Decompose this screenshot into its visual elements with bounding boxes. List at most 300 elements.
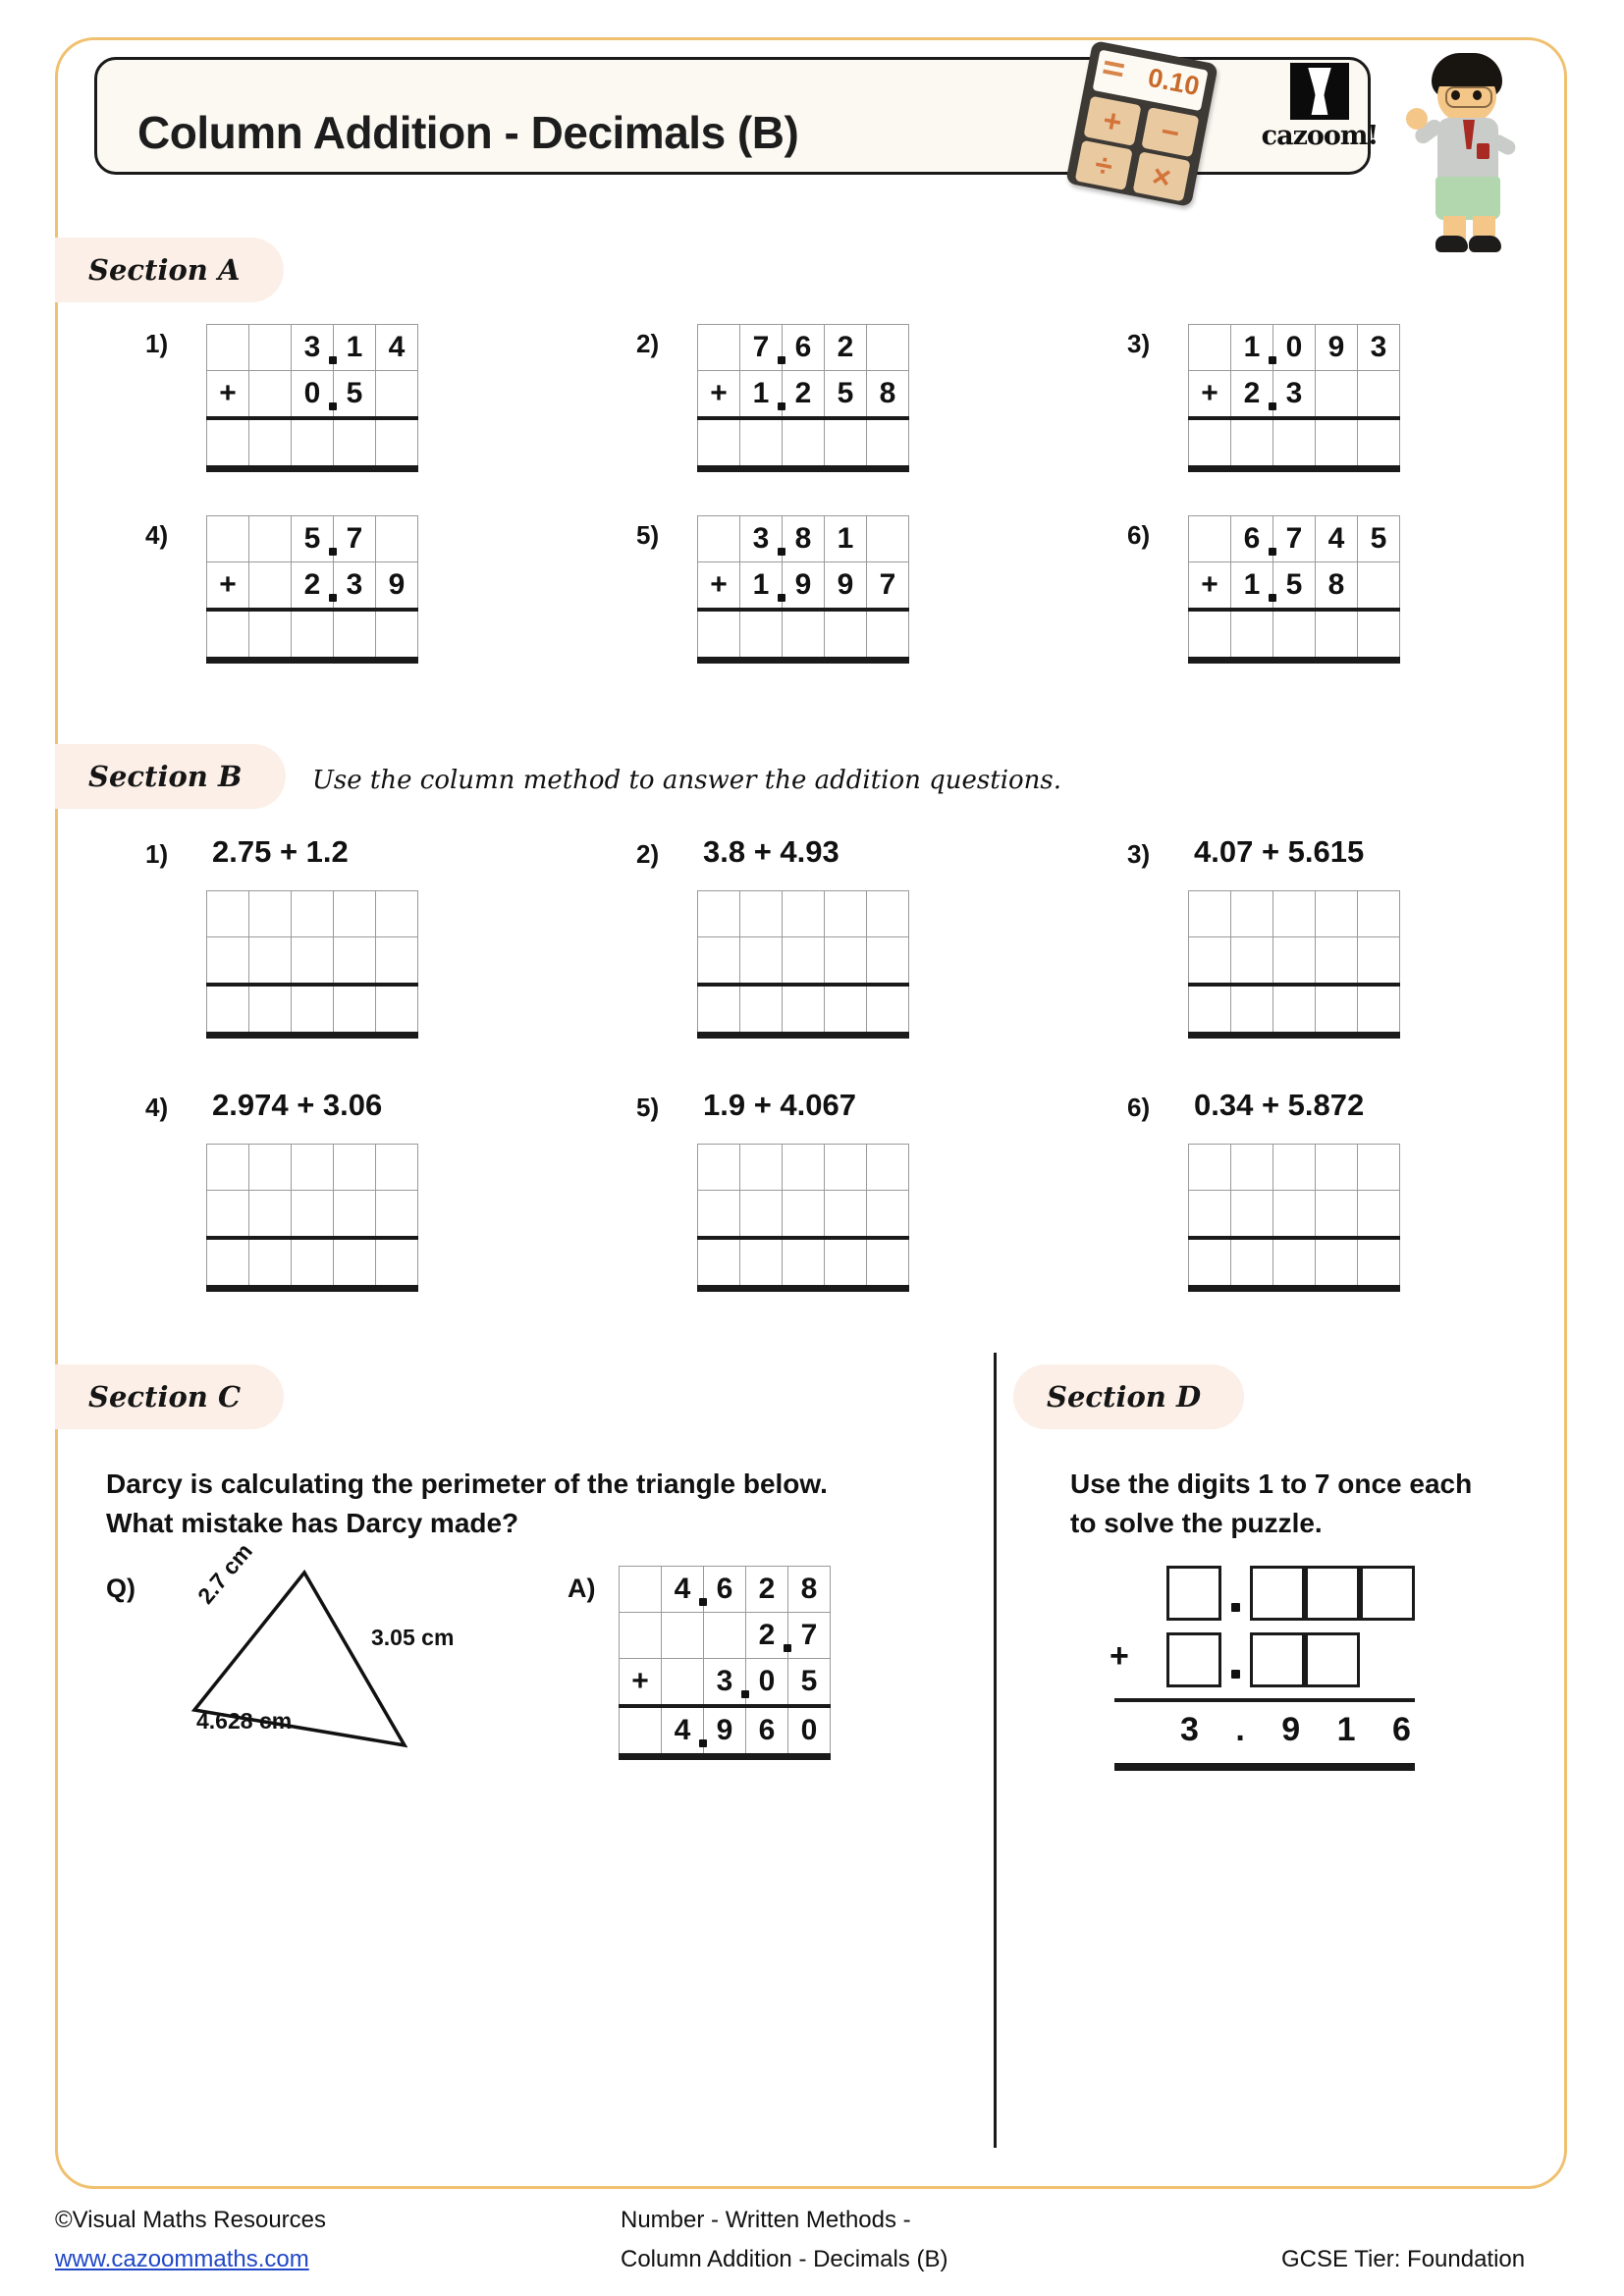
answer-cell bbox=[1189, 1238, 1231, 1289]
section-b-instruction: Use the column method to answer the addition questions. bbox=[312, 766, 1062, 795]
cell bbox=[740, 1191, 783, 1239]
answer-row bbox=[207, 610, 418, 661]
cell: 1 bbox=[1231, 325, 1273, 371]
table-row bbox=[1189, 371, 1400, 419]
section-c-a-label: A) bbox=[568, 1574, 596, 1603]
cell bbox=[207, 325, 249, 371]
cell: 6 bbox=[704, 1567, 746, 1613]
cell bbox=[334, 937, 376, 986]
cell: 7 bbox=[334, 516, 376, 562]
answer-cell bbox=[698, 610, 740, 661]
answer-cell bbox=[376, 610, 418, 661]
cell: 8 bbox=[783, 516, 825, 562]
cell bbox=[1189, 937, 1231, 986]
answer-cell bbox=[1189, 418, 1231, 469]
answer-cell bbox=[249, 1238, 292, 1289]
footer-copyright: ©Visual Maths Resources bbox=[55, 2207, 327, 2233]
cell: 0 bbox=[746, 1659, 788, 1707]
cell: 9 bbox=[376, 562, 418, 611]
cell bbox=[207, 937, 249, 986]
answer-cell bbox=[292, 1238, 334, 1289]
table-row bbox=[1189, 516, 1400, 562]
answer-cell bbox=[1189, 985, 1231, 1036]
answer-cell bbox=[740, 1238, 783, 1289]
question-number-a1: 1) bbox=[145, 329, 169, 358]
footer-topic-line1: Number - Written Methods - bbox=[621, 2207, 911, 2233]
puzzle-answer: 3 . 9 1 6 bbox=[1180, 1711, 1425, 1748]
cell bbox=[1189, 1191, 1231, 1239]
puzzle-box-r1c3[interactable] bbox=[1305, 1566, 1360, 1621]
answer-row bbox=[1189, 610, 1400, 661]
cell bbox=[1358, 1145, 1400, 1191]
table-row bbox=[1189, 891, 1400, 937]
footer bbox=[0, 2207, 1624, 2285]
cell bbox=[867, 1145, 909, 1191]
answer-cell bbox=[783, 610, 825, 661]
table-row bbox=[620, 1613, 831, 1659]
cell bbox=[376, 937, 418, 986]
table-row bbox=[698, 562, 909, 611]
table-row bbox=[1189, 1145, 1400, 1191]
cell bbox=[662, 1613, 704, 1659]
answer-cell bbox=[1231, 985, 1273, 1036]
cell bbox=[376, 1191, 418, 1239]
cell: 8 bbox=[1316, 562, 1358, 611]
cell bbox=[1358, 937, 1400, 986]
cell bbox=[249, 325, 292, 371]
cell bbox=[1316, 1191, 1358, 1239]
cell bbox=[783, 1145, 825, 1191]
cell bbox=[698, 1145, 740, 1191]
cell: 3 bbox=[292, 325, 334, 371]
cell bbox=[698, 891, 740, 937]
cell: 1 bbox=[740, 371, 783, 419]
question-expression-b2: 3.8 + 4.93 bbox=[703, 834, 839, 869]
question-number-b6: 6) bbox=[1127, 1093, 1151, 1122]
cell: 7 bbox=[740, 325, 783, 371]
question-expression-b4: 2.974 + 3.06 bbox=[212, 1088, 383, 1122]
section-c-q-label: Q) bbox=[106, 1574, 135, 1603]
cell bbox=[867, 891, 909, 937]
cell: 3 bbox=[740, 516, 783, 562]
question-expression-b6: 0.34 + 5.872 bbox=[1194, 1088, 1365, 1122]
cell bbox=[825, 1145, 867, 1191]
answer-cell bbox=[1189, 610, 1231, 661]
divide-key-icon: ÷ bbox=[1075, 140, 1133, 190]
cell bbox=[249, 1145, 292, 1191]
answer-cell bbox=[698, 1238, 740, 1289]
question-number-a4: 4) bbox=[145, 520, 169, 550]
cell bbox=[376, 1145, 418, 1191]
equals-icon bbox=[1105, 61, 1124, 69]
cell bbox=[334, 1191, 376, 1239]
answer-cell bbox=[249, 610, 292, 661]
cell bbox=[620, 1613, 662, 1659]
answer-row bbox=[207, 1238, 418, 1289]
decimal-point-icon-r1 bbox=[1231, 1603, 1240, 1612]
cell: + bbox=[698, 371, 740, 419]
cell: 6 bbox=[783, 325, 825, 371]
table-row bbox=[207, 891, 418, 937]
answer-cell bbox=[1316, 418, 1358, 469]
cell bbox=[867, 325, 909, 371]
calculator-display-value: 0.10 bbox=[1145, 62, 1203, 102]
question-number-b5: 5) bbox=[636, 1093, 660, 1122]
puzzle-plus-sign: + bbox=[1110, 1637, 1129, 1675]
cell: 2 bbox=[783, 371, 825, 419]
puzzle-sum-rule bbox=[1114, 1698, 1415, 1702]
cell bbox=[740, 937, 783, 986]
answer-cell bbox=[698, 418, 740, 469]
section-divider bbox=[994, 1353, 997, 2148]
question-number-b2: 2) bbox=[636, 839, 660, 869]
puzzle-box-r1c4[interactable] bbox=[1360, 1566, 1415, 1621]
cell bbox=[1316, 371, 1358, 419]
cell bbox=[740, 1145, 783, 1191]
footer-tier: GCSE Tier: Foundation bbox=[1281, 2246, 1526, 2272]
answer-cell bbox=[783, 985, 825, 1036]
cell: 5 bbox=[1273, 562, 1316, 611]
question-expression-b5: 1.9 + 4.067 bbox=[703, 1088, 856, 1122]
triangle-side-left-label: 2.7 cm bbox=[192, 1538, 257, 1609]
cell: + bbox=[1189, 371, 1231, 419]
answer-cell bbox=[1273, 610, 1316, 661]
cell: 2 bbox=[292, 562, 334, 611]
question-number-a5: 5) bbox=[636, 520, 660, 550]
answer-row bbox=[207, 985, 418, 1036]
cell bbox=[249, 1191, 292, 1239]
cell bbox=[825, 891, 867, 937]
column-grid-b2[interactable] bbox=[697, 890, 909, 1039]
answer-cell bbox=[740, 418, 783, 469]
answer-cell bbox=[620, 1706, 662, 1757]
section-c-heading bbox=[55, 1364, 284, 1429]
column-grid-a4[interactable] bbox=[206, 515, 418, 664]
column-grid-a3[interactable] bbox=[1188, 324, 1400, 472]
cell bbox=[1189, 891, 1231, 937]
cell: 3 bbox=[704, 1659, 746, 1707]
answer-cell bbox=[1273, 1238, 1316, 1289]
cell bbox=[249, 891, 292, 937]
cell bbox=[1189, 516, 1231, 562]
answer-row bbox=[1189, 418, 1400, 469]
answer-cell bbox=[1231, 1238, 1273, 1289]
cell: 5 bbox=[1358, 516, 1400, 562]
cell bbox=[249, 516, 292, 562]
section-d-prompt bbox=[1070, 1465, 1472, 1543]
answer-cell bbox=[376, 1238, 418, 1289]
cell: + bbox=[1189, 562, 1231, 611]
answer-cell bbox=[867, 418, 909, 469]
cell: 4 bbox=[376, 325, 418, 371]
table-row bbox=[207, 562, 418, 611]
answer-cell bbox=[1358, 418, 1400, 469]
section-a-heading bbox=[55, 238, 284, 302]
table-row bbox=[207, 1145, 418, 1191]
cell: 4 bbox=[662, 1567, 704, 1613]
answer-cell bbox=[207, 985, 249, 1036]
cell bbox=[867, 516, 909, 562]
cell bbox=[662, 1659, 704, 1707]
cell bbox=[376, 371, 418, 419]
puzzle-box-r2c3[interactable] bbox=[1305, 1632, 1360, 1687]
cell bbox=[249, 562, 292, 611]
cell: 1 bbox=[1231, 562, 1273, 611]
answer-row bbox=[1189, 1238, 1400, 1289]
answer-cell bbox=[825, 1238, 867, 1289]
table-row bbox=[698, 937, 909, 986]
cell bbox=[698, 1191, 740, 1239]
cell: 7 bbox=[1273, 516, 1316, 562]
answer-cell bbox=[334, 610, 376, 661]
section-c-prompt bbox=[106, 1465, 828, 1543]
cell: 2 bbox=[1231, 371, 1273, 419]
triangle-side-right-label: 3.05 cm bbox=[371, 1625, 455, 1650]
cell bbox=[376, 891, 418, 937]
answer-cell: 0 bbox=[788, 1706, 831, 1757]
table-row bbox=[698, 516, 909, 562]
footer-website-link[interactable]: www.cazoommaths.com bbox=[55, 2246, 309, 2272]
answer-cell bbox=[867, 985, 909, 1036]
puzzle-box-r2c2[interactable] bbox=[1250, 1632, 1305, 1687]
column-grid-a5[interactable] bbox=[697, 515, 909, 664]
cell bbox=[1316, 1145, 1358, 1191]
table-row bbox=[620, 1567, 831, 1613]
cell bbox=[1316, 937, 1358, 986]
table-row bbox=[207, 325, 418, 371]
cell bbox=[825, 937, 867, 986]
cell bbox=[292, 1191, 334, 1239]
table-row bbox=[1189, 1191, 1400, 1239]
cell bbox=[704, 1613, 746, 1659]
column-grid-b3[interactable] bbox=[1188, 890, 1400, 1039]
section-b-heading bbox=[55, 744, 286, 809]
answer-row bbox=[620, 1706, 831, 1757]
answer-cell bbox=[1358, 610, 1400, 661]
column-grid-c-working[interactable] bbox=[619, 1566, 831, 1760]
cell: 3 bbox=[334, 562, 376, 611]
answer-cell bbox=[207, 610, 249, 661]
answer-cell: 9 bbox=[704, 1706, 746, 1757]
cell bbox=[207, 516, 249, 562]
answer-cell bbox=[292, 985, 334, 1036]
calculator-icon bbox=[1065, 40, 1218, 207]
multiply-key-icon: × bbox=[1133, 151, 1191, 201]
cell: 1 bbox=[825, 516, 867, 562]
answer-cell bbox=[825, 985, 867, 1036]
cell bbox=[249, 371, 292, 419]
cell bbox=[292, 1145, 334, 1191]
column-grid-a1[interactable] bbox=[206, 324, 418, 472]
answer-row bbox=[1189, 985, 1400, 1036]
answer-cell bbox=[334, 1238, 376, 1289]
table-row bbox=[698, 1145, 909, 1191]
answer-row bbox=[698, 418, 909, 469]
footer-topic-line2: Column Addition - Decimals (B) bbox=[621, 2246, 948, 2272]
section-c-prompt-line2: What mistake has Darcy made? bbox=[106, 1507, 519, 1538]
cell bbox=[698, 516, 740, 562]
cell bbox=[783, 1191, 825, 1239]
question-number-b3: 3) bbox=[1127, 839, 1151, 869]
cell: 7 bbox=[788, 1613, 831, 1659]
cell bbox=[620, 1567, 662, 1613]
cell bbox=[1231, 1145, 1273, 1191]
section-c-label: Section C bbox=[88, 1380, 242, 1414]
table-row bbox=[207, 1191, 418, 1239]
table-row bbox=[207, 516, 418, 562]
column-grid-b4[interactable] bbox=[206, 1144, 418, 1292]
cell: 1 bbox=[334, 325, 376, 371]
cell: 0 bbox=[292, 371, 334, 419]
cell bbox=[698, 325, 740, 371]
answer-cell bbox=[1231, 418, 1273, 469]
cell bbox=[1358, 562, 1400, 611]
section-a-label: Section A bbox=[88, 253, 241, 287]
answer-cell bbox=[740, 985, 783, 1036]
column-grid-b6[interactable] bbox=[1188, 1144, 1400, 1292]
cell bbox=[698, 937, 740, 986]
cell bbox=[1231, 1191, 1273, 1239]
answer-cell bbox=[334, 418, 376, 469]
question-number-b4: 4) bbox=[145, 1093, 169, 1122]
answer-cell bbox=[334, 985, 376, 1036]
cell: + bbox=[207, 562, 249, 611]
answer-cell bbox=[1358, 1238, 1400, 1289]
column-grid-a6[interactable] bbox=[1188, 515, 1400, 664]
answer-cell: 6 bbox=[746, 1706, 788, 1757]
cell bbox=[334, 1145, 376, 1191]
cell bbox=[1273, 937, 1316, 986]
cazoom-wordmark: cazoom! bbox=[1261, 121, 1379, 151]
table-row bbox=[698, 371, 909, 419]
cell: 1 bbox=[740, 562, 783, 611]
answer-cell bbox=[1316, 1238, 1358, 1289]
answer-cell bbox=[1316, 985, 1358, 1036]
cell bbox=[207, 1191, 249, 1239]
cell bbox=[1273, 891, 1316, 937]
cell: 5 bbox=[825, 371, 867, 419]
cell bbox=[867, 937, 909, 986]
answer-cell bbox=[207, 1238, 249, 1289]
answer-cell bbox=[698, 985, 740, 1036]
cell: 3 bbox=[1358, 325, 1400, 371]
answer-cell bbox=[825, 610, 867, 661]
column-grid-b1[interactable] bbox=[206, 890, 418, 1039]
section-d-prompt-line1: Use the digits 1 to 7 once each bbox=[1070, 1468, 1473, 1499]
puzzle-box-r1c2[interactable] bbox=[1250, 1566, 1305, 1621]
answer-row bbox=[698, 985, 909, 1036]
cell bbox=[783, 891, 825, 937]
cell: 9 bbox=[825, 562, 867, 611]
cell: + bbox=[207, 371, 249, 419]
column-grid-b5[interactable] bbox=[697, 1144, 909, 1292]
answer-row bbox=[698, 610, 909, 661]
cell bbox=[783, 937, 825, 986]
minus-key-icon: − bbox=[1141, 107, 1199, 157]
table-row bbox=[698, 891, 909, 937]
cell bbox=[1231, 937, 1273, 986]
cell bbox=[825, 1191, 867, 1239]
table-row bbox=[1189, 937, 1400, 986]
answer-cell bbox=[249, 418, 292, 469]
cell bbox=[1358, 891, 1400, 937]
answer-cell: 4 bbox=[662, 1706, 704, 1757]
cell bbox=[376, 516, 418, 562]
cell: + bbox=[620, 1659, 662, 1707]
cell: 2 bbox=[746, 1613, 788, 1659]
answer-row bbox=[207, 418, 418, 469]
question-number-a2: 2) bbox=[636, 329, 660, 358]
cell bbox=[1231, 891, 1273, 937]
cell: 8 bbox=[788, 1567, 831, 1613]
cell: 9 bbox=[783, 562, 825, 611]
table-row bbox=[698, 325, 909, 371]
section-c-prompt-line1: Darcy is calculating the perimeter of the triangle below. bbox=[106, 1468, 828, 1499]
triangle-side-bottom-label: 4.628 cm bbox=[196, 1708, 293, 1734]
cell bbox=[334, 891, 376, 937]
cell bbox=[1273, 1145, 1316, 1191]
puzzle-box-r2c1[interactable] bbox=[1166, 1632, 1221, 1687]
answer-cell bbox=[207, 418, 249, 469]
table-row bbox=[207, 937, 418, 986]
answer-cell bbox=[1231, 610, 1273, 661]
question-number-b1: 1) bbox=[145, 839, 169, 869]
cell bbox=[1189, 325, 1231, 371]
section-d-prompt-line2: to solve the puzzle. bbox=[1070, 1507, 1323, 1538]
cell bbox=[867, 1191, 909, 1239]
question-number-a6: 6) bbox=[1127, 520, 1151, 550]
section-d-heading bbox=[1013, 1364, 1244, 1429]
table-row bbox=[1189, 562, 1400, 611]
cell bbox=[1273, 1191, 1316, 1239]
question-expression-b3: 4.07 + 5.615 bbox=[1194, 834, 1365, 869]
cell bbox=[207, 1145, 249, 1191]
answer-cell bbox=[825, 418, 867, 469]
answer-cell bbox=[376, 418, 418, 469]
cell: + bbox=[698, 562, 740, 611]
cell bbox=[1358, 371, 1400, 419]
section-b-label: Section B bbox=[88, 760, 243, 793]
cell: 8 bbox=[867, 371, 909, 419]
answer-row bbox=[698, 1238, 909, 1289]
cell bbox=[1189, 1145, 1231, 1191]
page-title: Column Addition - Decimals (B) bbox=[137, 107, 799, 158]
column-grid-a2[interactable] bbox=[697, 324, 909, 472]
student-illustration bbox=[1404, 47, 1530, 253]
cell bbox=[292, 891, 334, 937]
cell: 3 bbox=[1273, 371, 1316, 419]
answer-cell bbox=[1273, 985, 1316, 1036]
cell: 4 bbox=[1316, 516, 1358, 562]
cell: 7 bbox=[867, 562, 909, 611]
question-expression-b1: 2.75 + 1.2 bbox=[212, 834, 349, 869]
plus-key-icon: + bbox=[1083, 96, 1141, 146]
table-row bbox=[620, 1659, 831, 1707]
answer-cell bbox=[783, 418, 825, 469]
equals-icon-2 bbox=[1103, 70, 1122, 78]
puzzle-box-r1c1[interactable] bbox=[1166, 1566, 1221, 1621]
cell bbox=[740, 891, 783, 937]
table-row bbox=[1189, 325, 1400, 371]
section-d-label: Section D bbox=[1047, 1380, 1202, 1414]
cell: 2 bbox=[746, 1567, 788, 1613]
answer-cell bbox=[1316, 610, 1358, 661]
answer-cell bbox=[740, 610, 783, 661]
answer-cell bbox=[783, 1238, 825, 1289]
answer-cell bbox=[292, 610, 334, 661]
cell bbox=[207, 891, 249, 937]
cell bbox=[1316, 891, 1358, 937]
